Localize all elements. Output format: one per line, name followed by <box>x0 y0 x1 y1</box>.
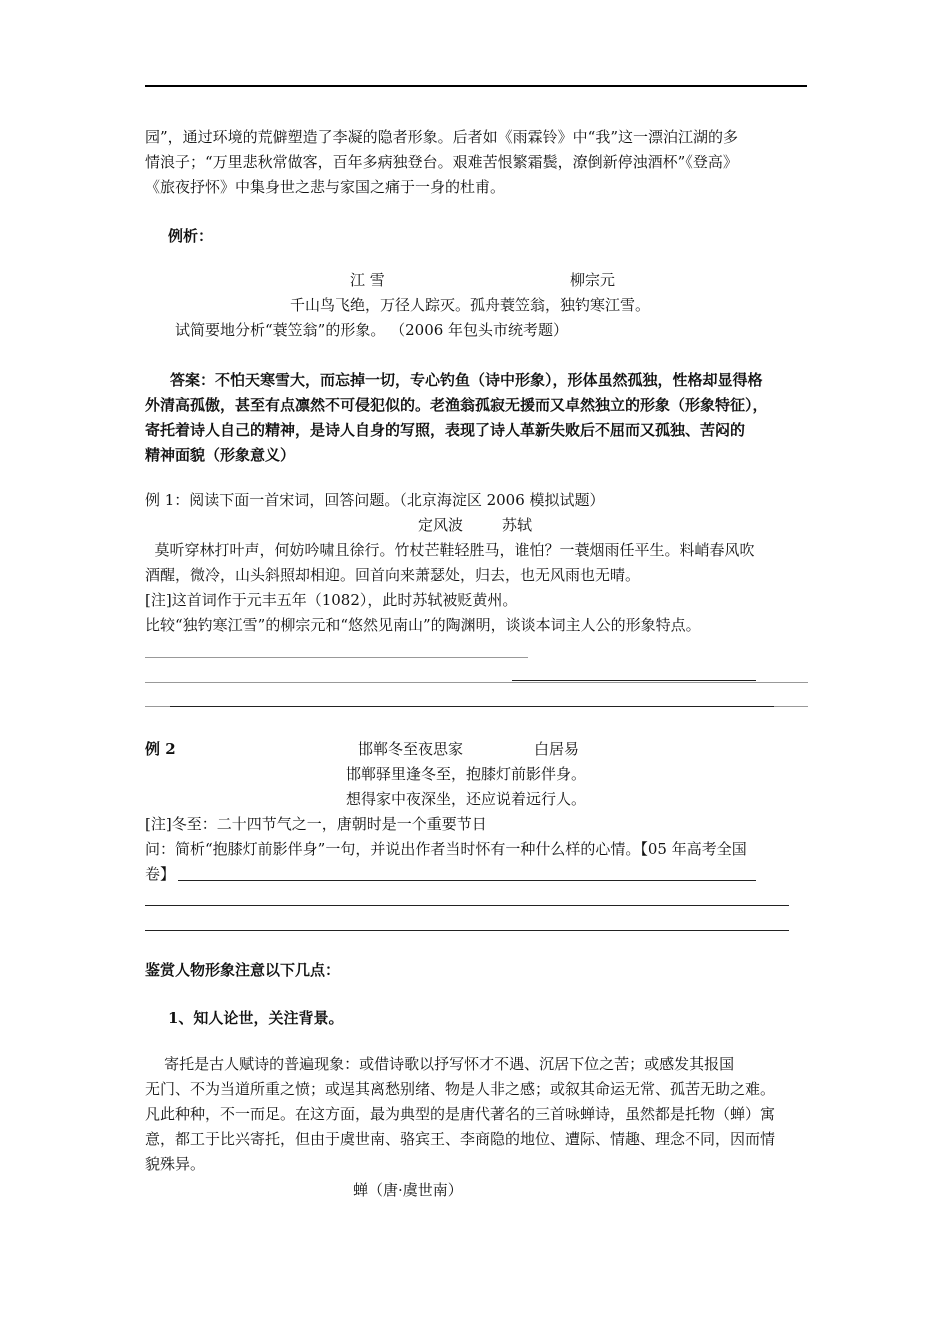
poem-title-jiangxue: 江 雪 <box>350 271 385 289</box>
example1-note: [注]这首词作于元丰五年（1082），此时苏轼被贬黄州。 <box>145 591 518 609</box>
appreciation-heading: 鉴赏人物形象注意以下几点： <box>145 961 341 979</box>
intro-line-1: 园”，通过环境的荒僻塑造了李凝的隐者形象。后者如《雨霖铃》中“我”这一漂泊江湖的多 <box>145 128 739 146</box>
example1-poem-line-2: 酒醒，微冷，山头斜照却相迎。回首向来萧瑟处，归去，也无风雨也无晴。 <box>145 566 641 584</box>
answer-blank-line-6[interactable] <box>178 880 756 881</box>
answer-blank-line-5[interactable] <box>170 706 774 707</box>
appreciation-body-line-4: 意，都工于比兴寄托，但由于虞世南、骆宾王、李商隐的地位、遭际、情趣、理念不同，因而情 <box>145 1130 776 1148</box>
answer-blank-line-7[interactable] <box>145 905 789 906</box>
answer-blank-line-8[interactable] <box>145 930 789 931</box>
answer-line-1: 答案：不怕天寒雪大，而忘掉一切，专心钓鱼（诗中形象），形体虽然孤独，性格却显得格 <box>170 371 763 389</box>
answer-line-2: 外清高孤傲，甚至有点凛然不可侵犯似的。老渔翁孤寂无援而又卓然独立的形象（形象特征）， <box>145 396 768 414</box>
answer-line-4: 精神面貌（形象意义） <box>145 446 296 464</box>
example1-question: 比较“独钓寒江雪”的柳宗元和“悠然见南山”的陶渊明，谈谈本词主人公的形象特点。 <box>145 616 701 634</box>
example2-note: [注]冬至：二十四节气之一，唐朝时是一个重要节日 <box>145 815 487 833</box>
poem-text-jiangxue: 千山鸟飞绝，万径人踪灭。孤舟蓑笠翁，独钓寒江雪。 <box>290 296 651 314</box>
appreciation-body-line-2: 无门、不为当道所重之愤；或逞其离愁别绪、物是人非之感；或叙其命运无常、孤苦无助之难。 <box>145 1080 776 1098</box>
analysis-question: 试简要地分析“蓑笠翁”的形象。 （2006 年包头市统考题） <box>175 321 569 339</box>
example1-poem-title: 定风波 <box>418 516 464 534</box>
example1-poem-line-1: 莫听穿林打叶声，何妨吟啸且徐行。竹杖芒鞋轻胜马，谁怕？一蓑烟雨任平生。料峭春风吹 <box>145 541 755 559</box>
header-rule <box>145 85 807 87</box>
example2-poem-title: 邯郸冬至夜思家 <box>358 740 464 758</box>
example2-poem-line-2: 想得家中夜深坐，还应说着远行人。 <box>346 790 587 808</box>
example2-question-line-1: 问：简析“抱膝灯前影伴身”一句，并说出作者当时怀有一种什么样的心情。【05 年高考全国 <box>145 840 747 858</box>
intro-line-2: 情浪子；“万里悲秋常做客，百年多病独登台。艰难苦恨繁霜鬓，潦倒新停浊酒杯”《登高》 <box>145 153 738 171</box>
example2-poem-author: 白居易 <box>534 740 580 758</box>
example1-label: 例 1：阅读下面一首宋词，回答问题。（北京海淀区 2006 模拟试题） <box>145 491 605 509</box>
example2-label: 例 2 <box>145 740 176 758</box>
appreciation-body-line-5: 貌殊异。 <box>145 1155 206 1173</box>
answer-line-3: 寄托着诗人自己的精神，是诗人自身的写照，表现了诗人革新失败后不屈而又孤独、苦闷的 <box>145 421 746 439</box>
intro-line-3: 《旅夜抒怀》中集身世之悲与家国之痛于一身的杜甫。 <box>145 178 506 196</box>
example1-poem-author: 苏轼 <box>502 516 533 534</box>
answer-blank-line-2[interactable] <box>145 682 808 683</box>
appreciation-body-line-1: 寄托是古人赋诗的普遍现象：或借诗歌以抒写怀才不遇、沉居下位之苦；或感发其报国 <box>145 1055 735 1073</box>
poem-author-liuzongyuan: 柳宗元 <box>570 271 616 289</box>
example2-poem-line-1: 邯郸驿里逢冬至，抱膝灯前影伴身。 <box>346 765 587 783</box>
answer-blank-line-3[interactable] <box>512 680 756 681</box>
next-poem-title: 蝉（唐·虞世南） <box>353 1181 463 1199</box>
example2-question-line-2: 卷】 <box>145 865 176 883</box>
appreciation-body-line-3: 凡此种种，不一而足。在这方面，最为典型的是唐代著名的三首咏蝉诗，虽然都是托物（蝉）寓 <box>145 1105 776 1123</box>
appreciation-point-1: 1、知人论世，关注背景。 <box>168 1009 344 1027</box>
answer-blank-line-1[interactable] <box>145 657 528 658</box>
example-analysis-heading: 例析： <box>168 227 214 245</box>
